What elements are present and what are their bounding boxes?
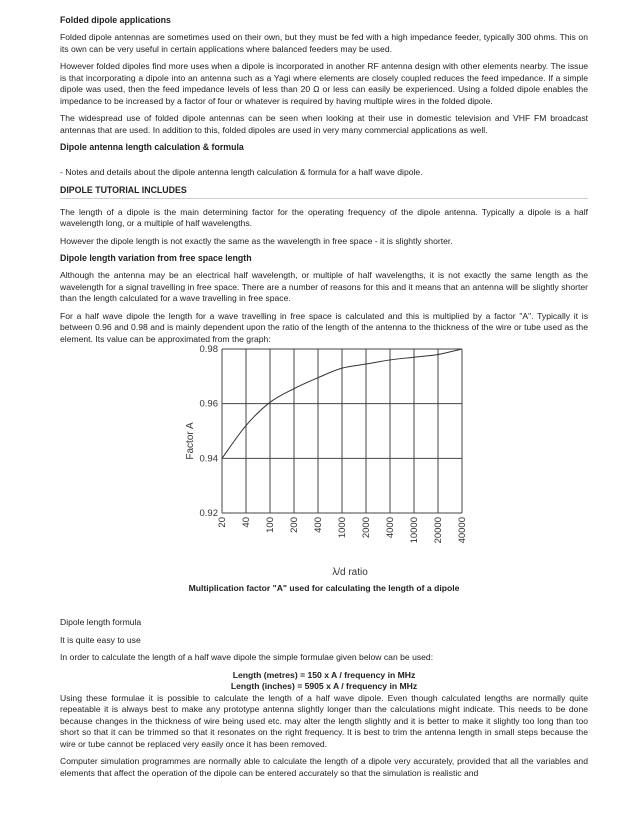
heading-dipole-length-calculation: Dipole antenna length calculation & formula — [60, 142, 244, 152]
y-tick-label: 0.94 — [199, 453, 218, 465]
y-tick-label: 0.92 — [199, 508, 218, 519]
paragraph: It is quite easy to use — [60, 634, 141, 645]
x-tick-label: 2000 — [361, 517, 372, 539]
paragraph: Although the antenna may be an electrical half wavelength, or multiple of half wavelengths, it is not exactly the same length as the wavelength for a signal travelling in free space. There are a number of reasons for this and it means that an antenna will be slightly shorter than the length calculated for a wave travelling in free space. — [60, 270, 588, 303]
factor-a-chart — [60, 345, 588, 581]
x-tick-label: 100 — [265, 517, 276, 533]
x-tick-label: 40 — [241, 517, 252, 528]
x-tick-label: 20000 — [433, 517, 444, 544]
divider — [60, 198, 588, 199]
heading-length-variation: Dipole length variation from free space length — [60, 253, 252, 263]
paragraph: However the dipole length is not exactly the same as the wavelength in free space - it is slightly shorter. — [60, 235, 453, 246]
y-tick-label: 0.98 — [199, 345, 218, 355]
paragraph: Using these formulae it is possible to calculate the length of a half wave dipole. Even though calculated lengths are normally quite repeatable it is always best to make any prototype antenna slightly longer than the calculations might indicate. This needs to be done because changes in the thickness of wire being used etc. may alter the length slightly and it is better to make it slightly too long than too short so that it can be trimmed so that it resonates on the right frequency. It is best to trim the antenna length in small steps because the wire or tube cannot be replaced very easily once it has been removed. — [60, 692, 588, 749]
heading-tutorial-includes: DIPOLE TUTORIAL INCLUDES — [60, 184, 187, 195]
x-tick-label: 4000 — [385, 517, 396, 539]
x-axis-label: λ/d ratio — [332, 567, 368, 578]
paragraph: However folded dipoles find more uses when a dipole is incorporated in another RF antenna design with other elements nearby. The issue is that incorporating a dipole into an antenna such as a Yagi where elements are closely coupled reduces the feed impedance. If a simple dipole was used, then the feed impedance levels of less than 20 Ω or less can easily be experienced. Using a folded dipole enables the impedance to be increased by a factor of four or whatever is required by having multiple wires in the folded dipole. — [60, 61, 588, 106]
paragraph: In order to calculate the length of a half wave dipole the simple formulae given below can be used: — [60, 652, 434, 662]
chart-svg — [60, 345, 588, 581]
paragraph: The widespread use of folded dipole antennas can be seen when looking at their use in domestic television and VHF FM broadcast antennas that are used. In addition to this, folded dipoles are used in very many commercial applications as well. — [60, 113, 588, 135]
paragraph: Computer simulation programmes are normally able to calculate the length of a dipole very accurately, provided that all the variables and elements that affect the operation of the dipole can be entered accurately so that the simulation is realistic and — [60, 756, 588, 778]
x-tick-label: 10000 — [409, 517, 420, 544]
paragraph: For a half wave dipole the length for a wave travelling in free space is calculated and this is multiplied by a factor "A". Typically it is between 0.96 and 0.98 and is mainly dependent upon the ratio of the length of the antenna to the thickness of the wire or tube used as the element. Its value can be approximated from the graph: — [60, 310, 588, 344]
chart-caption: Multiplication factor "A" used for calculating the length of a dipole — [188, 583, 460, 593]
x-tick-label: 200 — [289, 517, 300, 533]
x-tick-label: 400 — [313, 517, 324, 533]
formula-heading: Dipole length formula — [60, 617, 142, 627]
y-tick-label: 0.96 — [199, 398, 218, 410]
x-tick-label: 20 — [217, 517, 228, 528]
x-tick-label: 1000 — [337, 517, 348, 539]
paragraph: Folded dipole antennas are sometimes used on their own, but they must be fed with a high impedance feeder, typically 300 ohms. This on its own can be very useful in certain applications where balanced feeders may be used. — [60, 32, 588, 54]
heading-folded-dipole-applications: Folded dipole applications — [60, 15, 171, 25]
document-page — [60, 15, 588, 785]
formula-inches: Length (inches) = 5905 x A / frequency in MHz — [230, 681, 418, 691]
formula-metres: Length (metres) = 150 x A / frequency in MHz — [232, 669, 416, 680]
note-text: - Notes and details about the dipole antenna length calculation & formula for a half wave dipole. — [60, 167, 423, 177]
y-axis-label: Factor A — [185, 422, 196, 460]
paragraph: The length of a dipole is the main determining factor for the operating frequency of the dipole antenna. Typically a dipole is a half wavelength long, or a multiple of half wavelengths. — [60, 206, 588, 228]
x-tick-label: 40000 — [457, 517, 468, 544]
